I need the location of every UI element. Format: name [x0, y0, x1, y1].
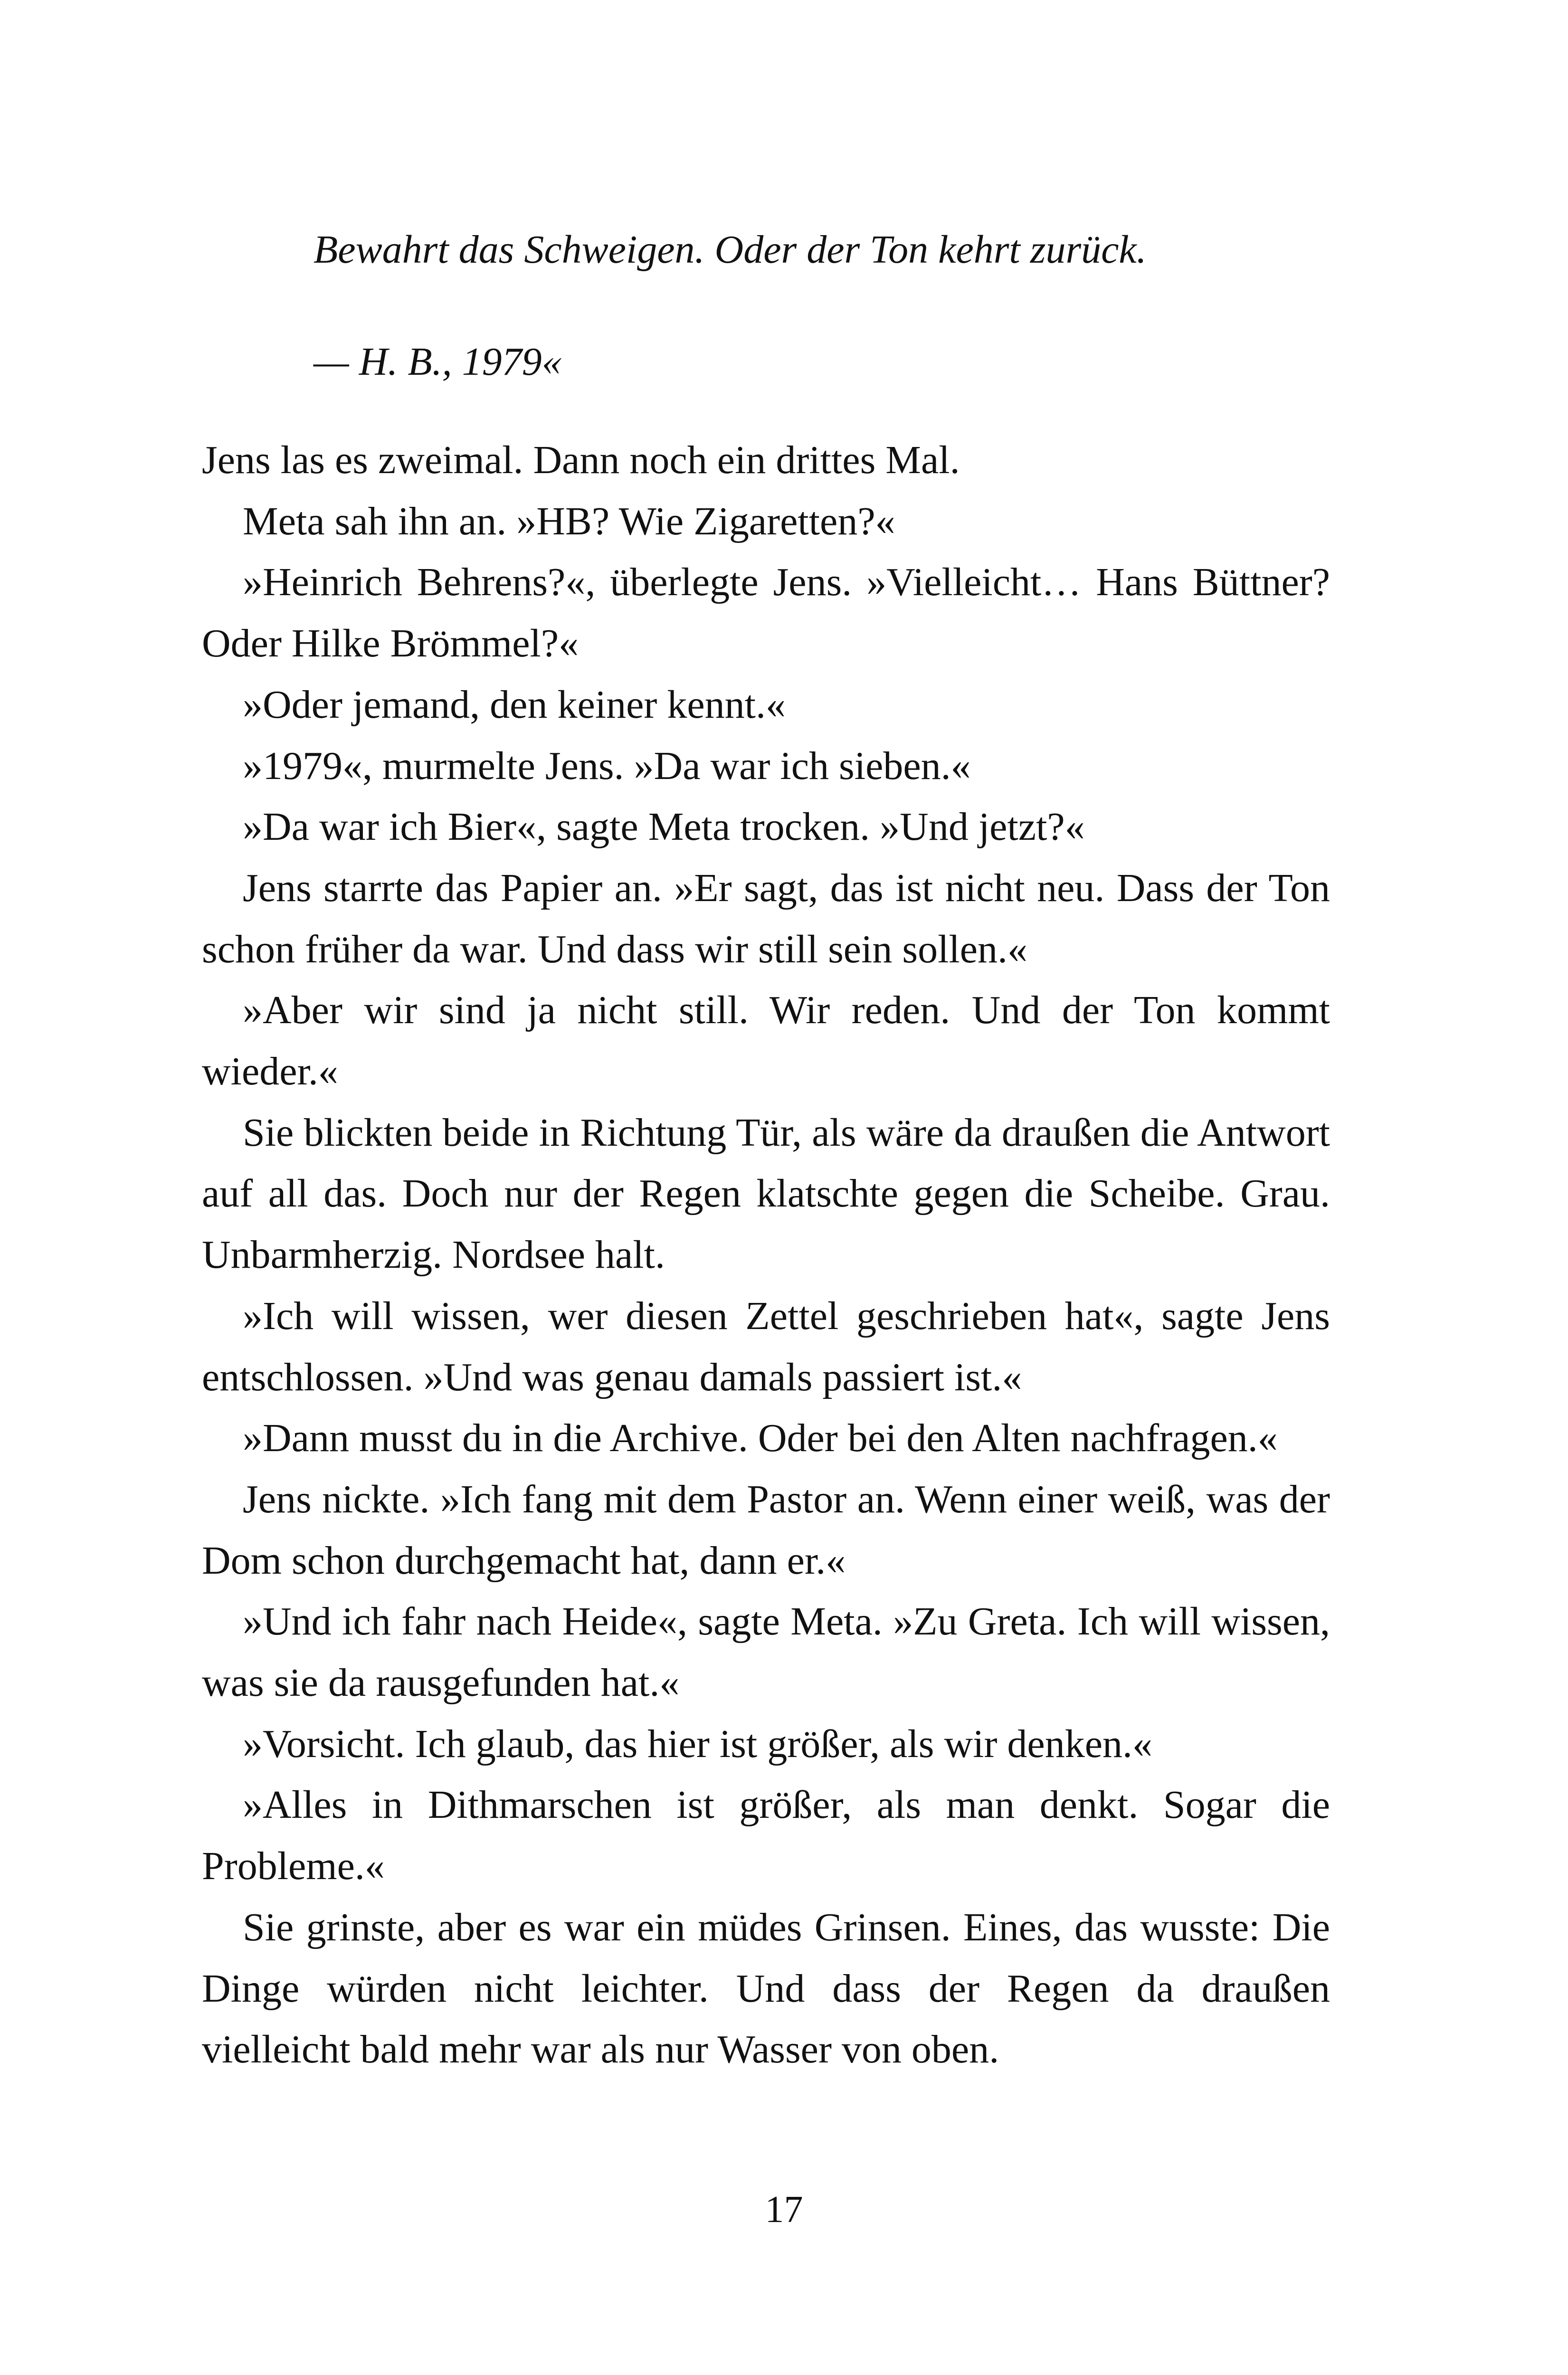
- paragraph: »1979«, murmelte Jens. »Da war ich sieben.«: [243, 743, 971, 788]
- paragraph: Sie blickten beide in Richtung Tür, als wäre da draußen die Antwort auf all das. Doch nur der Regen klatschte gegen die Scheibe. Grau. Unbarmherzig. Nordsee halt.: [202, 1110, 1330, 1277]
- epigraph-attribution: — H. B., 1979«: [314, 340, 562, 384]
- epigraph-line: Bewahrt das Schweigen. Oder der Ton kehrt zurück.: [314, 228, 1147, 272]
- paragraph: »Alles in Dithmarschen ist größer, als man denkt. Sogar die Probleme.«: [202, 1783, 1330, 1889]
- paragraph: »Ich will wissen, wer diesen Zettel geschrieben hat«, sagte Jens entschlossen. »Und was genau damals passiert ist.«: [202, 1293, 1330, 1399]
- paragraph: Jens starrte das Papier an. »Er sagt, das ist nicht neu. Dass der Ton schon früher da war. Und dass wir still sein sollen.«: [202, 865, 1330, 971]
- paragraph: »Dann musst du in die Archive. Oder bei den Alten nachfragen.«: [243, 1416, 1278, 1461]
- paragraph: »Vorsicht. Ich glaub, das hier ist größer, als wir denken.«: [243, 1721, 1152, 1766]
- paragraph: Meta sah ihn an. »HB? Wie Zigaretten?«: [243, 499, 895, 543]
- paragraph: Sie grinste, aber es war ein müdes Grinsen. Eines, das wusste: Die Dinge würden nicht leichter. Und dass der Regen da draußen vielleicht bald mehr war als nur Wasser von oben.: [202, 1905, 1330, 2072]
- page-number: 17: [765, 2189, 803, 2231]
- paragraph: »Aber wir sind ja nicht still. Wir reden. Und der Ton kommt wieder.«: [202, 988, 1330, 1094]
- paragraph: »Oder jemand, den keiner kennt.«: [243, 682, 786, 727]
- body-text: [202, 430, 1330, 2080]
- paragraph: »Und ich fahr nach Heide«, sagte Meta. »Zu Greta. Ich will wissen, was sie da rausgefunden hat.«: [202, 1599, 1330, 1705]
- paragraph: »Da war ich Bier«, sagte Meta trocken. »Und jetzt?«: [243, 805, 1085, 849]
- paragraph: Jens las es zweimal. Dann noch ein drittes Mal.: [202, 438, 960, 482]
- paragraph: »Heinrich Behrens?«, überlegte Jens. »Vielleicht… Hans Büttner? Oder Hilke Brömmel?«: [202, 560, 1330, 666]
- paragraph: Jens nickte. »Ich fang mit dem Pastor an. Wenn einer weiß, was der Dom schon durchgemacht hat, dann er.«: [202, 1477, 1330, 1583]
